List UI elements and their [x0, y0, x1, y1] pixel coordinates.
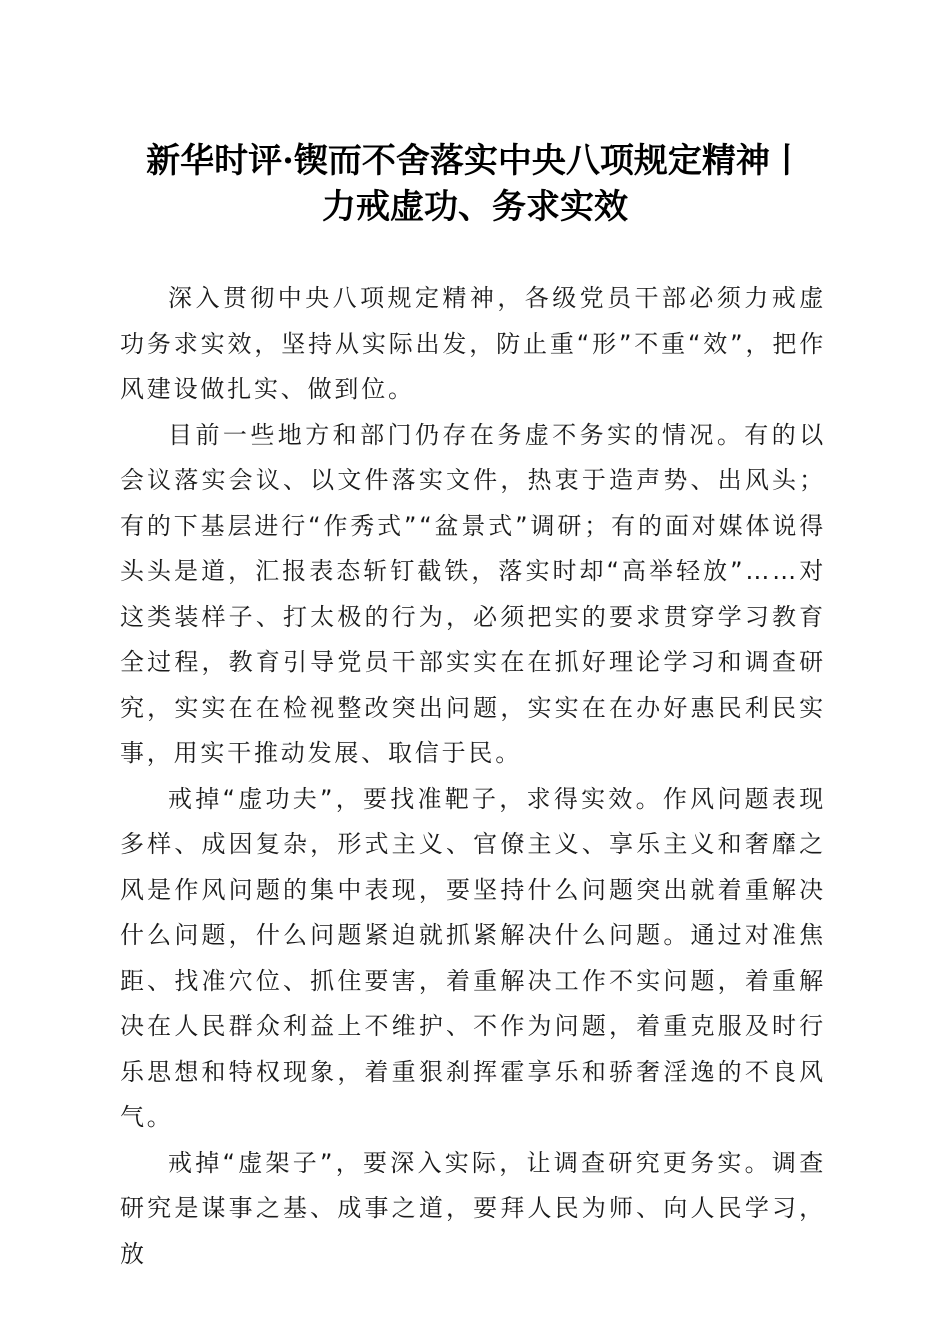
page-title [100, 138, 850, 230]
paragraph-2: 目前一些地方和部门仍存在务虚不务实的情况。有的以会议落实会议、以文件落实文件，热衷于造声势、出风头；有的下基层进行“作秀式”“盆景式”调研；有的面对媒体说得头头是道，汇报表态斩钉截铁，落实时却“高举轻放”……对这类装样子、打太极的行为，必须把实的要求贯穿学习教育全过程，教育引导党员干部实实在在抓好理论学习和调查研究，实实在在检视整改突出问题，实实在在办好惠民利民实事，用实干推动发展、取信于民。 [120, 420, 826, 767]
paragraph-1: 深入贯彻中央八项规定精神，各级党员干部必须力戒虚功务求实效，坚持从实际出发，防止重“形”不重“效”，把作风建设做扎实、做到位。 [120, 284, 826, 403]
article-body [120, 276, 826, 1277]
title-line-1: 新华时评·锲而不舍落实中央八项规定精神丨 [146, 141, 804, 181]
title-line-2: 力戒虚功、务求实效 [322, 187, 628, 227]
paragraph-3: 戒掉“虚功夫”，要找准靶子，求得实效。作风问题表现多样、成因复杂，形式主义、官僚主义、享乐主义和奢靡之风是作风问题的集中表现，要坚持什么问题突出就着重解决什么问题，什么问题紧迫就抓紧解决什么问题。通过对准焦距、找准穴位、抓住要害，着重解决工作不实问题，着重解决在人民群众利益上不维护、不作为问题，着重克服及时行乐思想和特权现象，着重狠刹挥霍享乐和骄奢淫逸的不良风气。 [120, 784, 826, 1131]
paragraph-4: 戒掉“虚架子”，要深入实际，让调查研究更务实。调查研究是谋事之基、成事之道，要拜人民为师、向人民学习，放 [120, 1148, 826, 1268]
